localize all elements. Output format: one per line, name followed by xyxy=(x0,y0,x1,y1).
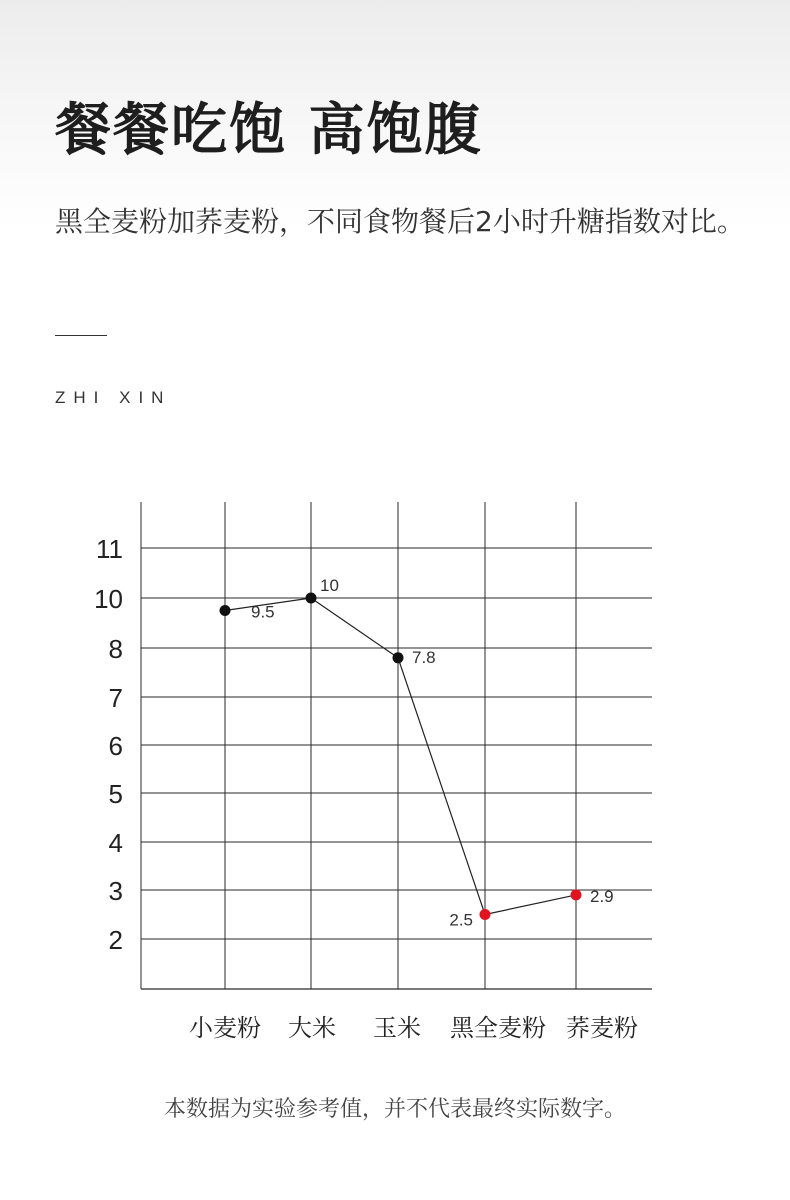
y-axis-ticks xyxy=(94,534,123,955)
data-points xyxy=(220,593,582,921)
y-tick-label: 11 xyxy=(96,534,123,564)
y-tick-label: 6 xyxy=(108,731,123,761)
x-category-label: 黑全麦粉 xyxy=(450,1014,546,1042)
data-label: 9.5 xyxy=(251,602,275,622)
x-category-label: 荞麦粉 xyxy=(566,1014,638,1042)
series-line xyxy=(225,598,576,915)
y-tick-label: 4 xyxy=(108,828,123,858)
page-title: 餐餐吃饱 高饱腹 xyxy=(55,98,483,163)
data-label: 10 xyxy=(320,576,339,595)
data-label: 2.9 xyxy=(590,886,614,906)
x-category-label: 玉米 xyxy=(373,1014,421,1042)
data-point xyxy=(571,889,582,900)
y-tick-label: 8 xyxy=(108,634,123,664)
y-tick-label: 2 xyxy=(108,925,123,955)
x-category-label: 小麦粉 xyxy=(189,1014,261,1042)
x-category-label: 大米 xyxy=(288,1014,336,1042)
data-point xyxy=(306,593,317,604)
footnote: 本数据为实验参考值，并不代表最终实际数字。 xyxy=(163,1097,626,1122)
data-point xyxy=(220,605,231,616)
data-point xyxy=(393,652,404,663)
data-label: 7.8 xyxy=(412,647,436,667)
y-tick-label: 7 xyxy=(108,683,123,713)
data-point xyxy=(480,909,491,920)
y-tick-label: 10 xyxy=(94,584,123,614)
data-labels xyxy=(251,576,614,930)
data-label: 2.5 xyxy=(449,910,473,930)
brand-label: ZHI XIN xyxy=(55,388,172,407)
y-tick-label: 5 xyxy=(108,779,123,809)
x-axis-categories xyxy=(189,1014,638,1042)
y-tick-label: 3 xyxy=(108,876,123,906)
page-subtitle: 黑全麦粉加荞麦粉，不同食物餐后2小时升糖指数对比。 xyxy=(55,205,745,238)
chart-grid xyxy=(141,502,652,989)
